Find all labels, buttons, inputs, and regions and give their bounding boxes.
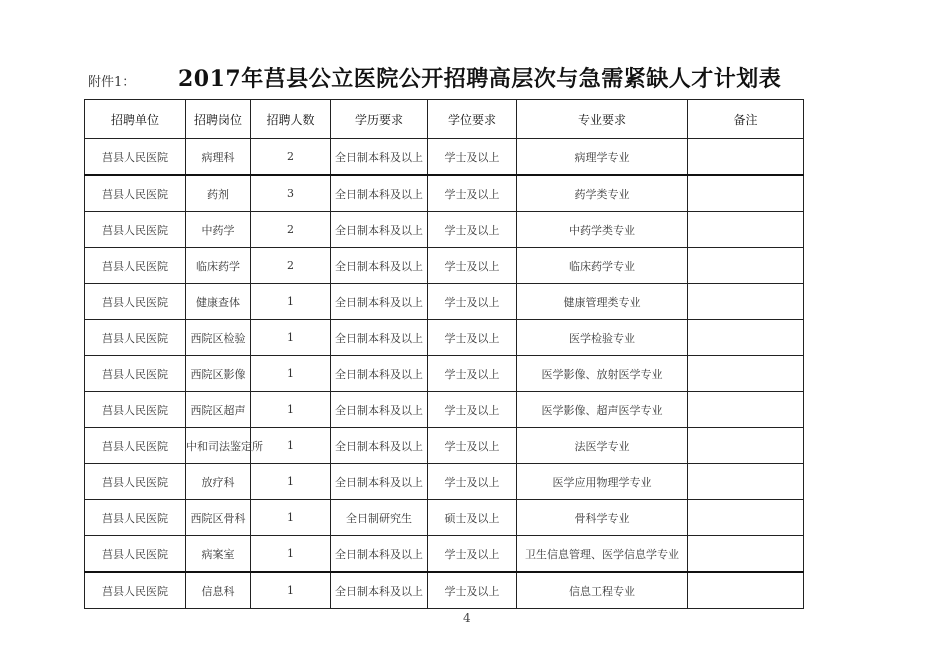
cell-major: 中药学类专业: [517, 212, 688, 248]
cell-unit: 莒县人民医院: [85, 392, 186, 428]
cell-major: 法医学专业: [517, 428, 688, 464]
cell-education: 全日制本科及以上: [331, 464, 428, 500]
cell-degree: 学士及以上: [428, 356, 517, 392]
table-row: [85, 175, 804, 212]
cell-degree: 硕士及以上: [428, 500, 517, 536]
cell-headcount: 1: [251, 392, 331, 428]
column-header-degree: 学位要求: [428, 100, 517, 139]
cell-education: 全日制本科及以上: [331, 392, 428, 428]
cell-education: 全日制本科及以上: [331, 284, 428, 320]
column-header-unit: 招聘单位: [85, 100, 186, 139]
cell-degree: 学士及以上: [428, 392, 517, 428]
column-header-headcount: 招聘人数: [251, 100, 331, 139]
cell-position: 临床药学: [186, 248, 251, 284]
cell-headcount: 3: [251, 175, 331, 212]
cell-remarks: [688, 175, 804, 212]
cell-headcount: 1: [251, 320, 331, 356]
cell-unit: 莒县人民医院: [85, 536, 186, 573]
cell-education: 全日制本科及以上: [331, 536, 428, 573]
table-header-row: [85, 100, 804, 139]
cell-remarks: [688, 392, 804, 428]
cell-degree: 学士及以上: [428, 572, 517, 609]
cell-position: 中和司法鉴定所: [186, 428, 251, 464]
cell-major: 医学影像、放射医学专业: [517, 356, 688, 392]
cell-headcount: 1: [251, 284, 331, 320]
cell-degree: 学士及以上: [428, 212, 517, 248]
cell-remarks: [688, 212, 804, 248]
cell-education: 全日制本科及以上: [331, 175, 428, 212]
cell-degree: 学士及以上: [428, 175, 517, 212]
table-row: [85, 464, 804, 500]
cell-education: 全日制本科及以上: [331, 320, 428, 356]
cell-major: 卫生信息管理、医学信息学专业: [517, 536, 688, 573]
cell-degree: 学士及以上: [428, 536, 517, 573]
table-row: [85, 212, 804, 248]
column-header-position: 招聘岗位: [186, 100, 251, 139]
cell-education: 全日制本科及以上: [331, 356, 428, 392]
cell-remarks: [688, 428, 804, 464]
cell-headcount: 1: [251, 536, 331, 573]
cell-education: 全日制本科及以上: [331, 248, 428, 284]
column-header-major: 专业要求: [517, 100, 688, 139]
cell-degree: 学士及以上: [428, 320, 517, 356]
cell-degree: 学士及以上: [428, 139, 517, 176]
cell-remarks: [688, 139, 804, 176]
cell-unit: 莒县人民医院: [85, 284, 186, 320]
cell-unit: 莒县人民医院: [85, 139, 186, 176]
cell-headcount: 2: [251, 212, 331, 248]
cell-education: 全日制本科及以上: [331, 212, 428, 248]
cell-position: 西院区骨科: [186, 500, 251, 536]
table-row: [85, 536, 804, 573]
cell-remarks: [688, 284, 804, 320]
cell-headcount: 1: [251, 500, 331, 536]
cell-headcount: 1: [251, 428, 331, 464]
cell-position: 药剂: [186, 175, 251, 212]
cell-education: 全日制研究生: [331, 500, 428, 536]
cell-position: 病案室: [186, 536, 251, 573]
cell-remarks: [688, 572, 804, 609]
cell-major: 病理学专业: [517, 139, 688, 176]
cell-position: 放疗科: [186, 464, 251, 500]
cell-position: 病理科: [186, 139, 251, 176]
cell-remarks: [688, 320, 804, 356]
page-title: 2017年莒县公立医院公开招聘高层次与急需紧缺人才计划表: [178, 66, 782, 92]
table-row: [85, 356, 804, 392]
cell-headcount: 1: [251, 572, 331, 609]
column-header-education: 学历要求: [331, 100, 428, 139]
cell-position: 信息科: [186, 572, 251, 609]
cell-position: 中药学: [186, 212, 251, 248]
recruitment-plan-table: [84, 99, 804, 609]
cell-remarks: [688, 536, 804, 573]
cell-degree: 学士及以上: [428, 428, 517, 464]
cell-degree: 学士及以上: [428, 464, 517, 500]
cell-unit: 莒县人民医院: [85, 500, 186, 536]
cell-unit: 莒县人民医院: [85, 248, 186, 284]
cell-major: 信息工程专业: [517, 572, 688, 609]
cell-unit: 莒县人民医院: [85, 428, 186, 464]
cell-position: 健康查体: [186, 284, 251, 320]
cell-degree: 学士及以上: [428, 248, 517, 284]
cell-education: 全日制本科及以上: [331, 139, 428, 176]
cell-remarks: [688, 464, 804, 500]
cell-unit: 莒县人民医院: [85, 356, 186, 392]
attachment-label: 附件1：: [88, 75, 136, 90]
page-number: 4: [463, 611, 471, 625]
cell-major: 骨科学专业: [517, 500, 688, 536]
table-row: [85, 572, 804, 609]
cell-unit: 莒县人民医院: [85, 320, 186, 356]
column-header-remarks: 备注: [688, 100, 804, 139]
table-row: [85, 428, 804, 464]
cell-remarks: [688, 356, 804, 392]
cell-degree: 学士及以上: [428, 284, 517, 320]
cell-major: 医学应用物理学专业: [517, 464, 688, 500]
cell-headcount: 2: [251, 248, 331, 284]
cell-unit: 莒县人民医院: [85, 464, 186, 500]
cell-education: 全日制本科及以上: [331, 428, 428, 464]
table-row: [85, 500, 804, 536]
table-row: [85, 284, 804, 320]
cell-major: 临床药学专业: [517, 248, 688, 284]
cell-major: 药学类专业: [517, 175, 688, 212]
cell-major: 医学影像、超声医学专业: [517, 392, 688, 428]
cell-unit: 莒县人民医院: [85, 572, 186, 609]
cell-remarks: [688, 248, 804, 284]
cell-education: 全日制本科及以上: [331, 572, 428, 609]
cell-unit: 莒县人民医院: [85, 212, 186, 248]
table-row: [85, 392, 804, 428]
cell-major: 健康管理类专业: [517, 284, 688, 320]
cell-remarks: [688, 500, 804, 536]
cell-position: 西院区检验: [186, 320, 251, 356]
cell-major: 医学检验专业: [517, 320, 688, 356]
table-row: [85, 248, 804, 284]
cell-headcount: 1: [251, 464, 331, 500]
table-row: [85, 320, 804, 356]
cell-unit: 莒县人民医院: [85, 175, 186, 212]
cell-position: 西院区影像: [186, 356, 251, 392]
cell-headcount: 1: [251, 356, 331, 392]
cell-headcount: 2: [251, 139, 331, 176]
cell-position: 西院区超声: [186, 392, 251, 428]
table-row: [85, 139, 804, 176]
